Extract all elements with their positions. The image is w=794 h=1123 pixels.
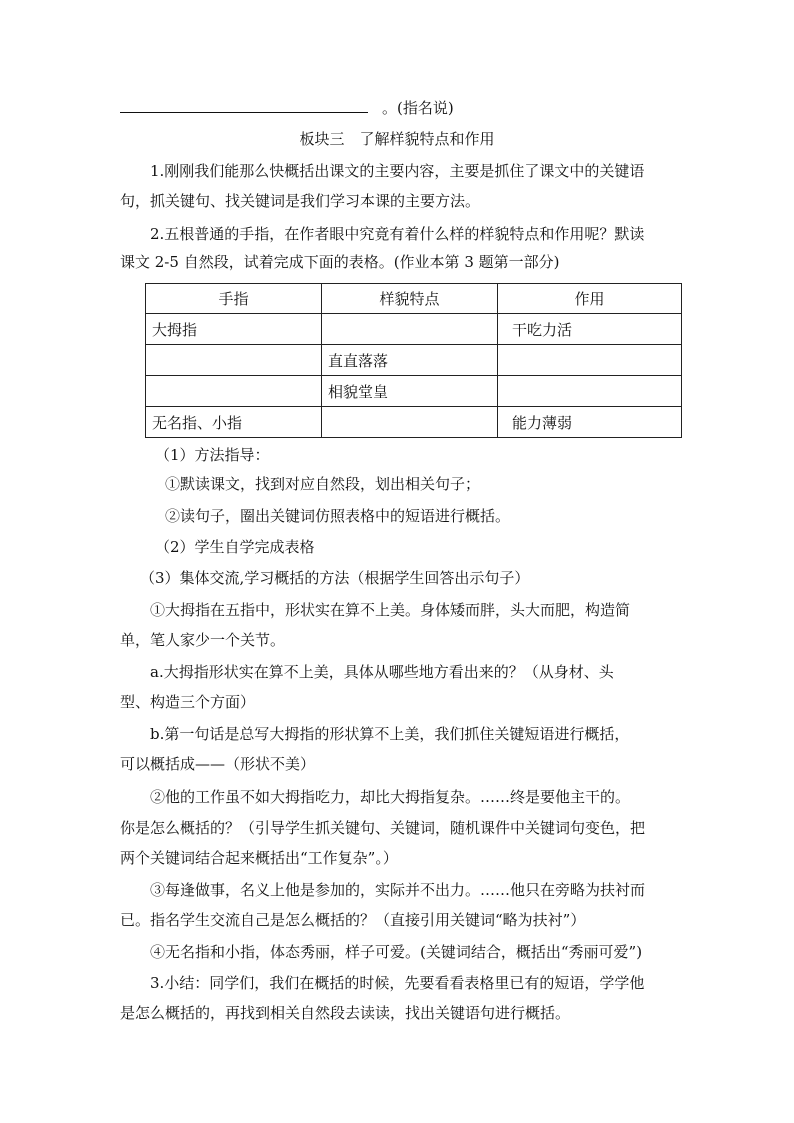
table-row <box>146 345 682 376</box>
fill-in-suffix: 。(指名说) <box>382 99 454 117</box>
method-title: （1）方法指导： <box>155 446 270 464</box>
table-cell <box>498 376 682 407</box>
question-b-line-1: b.第一句话是总写大拇指的形状算不上美，我们抓住关键短语进行概括， <box>150 725 630 743</box>
sentence-2-line-1: ②他的工作虽不如大拇指吃力，却比大拇指复杂。……终是要他主干的。 <box>150 788 631 806</box>
table-cell <box>498 345 682 376</box>
paragraph-2-line-2: 课文 2-5 自然段，试着完成下面的表格。(作业本第 3 题第一部分) <box>120 253 560 271</box>
table-cell: 大拇指 <box>146 314 322 345</box>
table-header-cell: 样貌特点 <box>322 284 498 314</box>
table-header-row <box>146 284 682 314</box>
question-a-line-2: 型、构造三个方面） <box>120 693 256 711</box>
summary-line-1: 3.小结：同学们，我们在概括的时候，先要看看表格里已有的短语，学学他 <box>150 974 645 992</box>
fill-in-line <box>120 98 454 118</box>
sentence-2-line-3: 两个关键词结合起来概括出“工作复杂”。） <box>120 849 398 867</box>
table-cell: 无名指、小指 <box>146 407 322 438</box>
table-row <box>146 314 682 345</box>
method-step-2: ②读句子，圈出关键词仿照表格中的短语进行概括。 <box>165 507 511 525</box>
self-study-line: （2）学生自学完成表格 <box>155 538 315 556</box>
table-header-cell: 手指 <box>146 284 322 314</box>
question-b-line-2: 可以概括成——（形状不美） <box>120 755 316 773</box>
sentence-4-line: ④无名指和小指，体态秀丽，样子可爱。(关键词结合，概括出“秀丽可爱”) <box>150 943 643 961</box>
sentence-3-line-1: ③每逢做事，名义上他是参加的，实际并不出力。……他只在旁略为扶衬而 <box>150 881 646 899</box>
sentence-2-line-2: 你是怎么概括的？（引导学生抓关键句、关键词，随机课件中关键词句变色，把 <box>120 819 646 837</box>
table-header-cell: 作用 <box>498 284 682 314</box>
table-cell: 相貌堂皇 <box>322 376 498 407</box>
table-cell: 直直落落 <box>322 345 498 376</box>
table-cell <box>322 407 498 438</box>
table-row <box>146 407 682 438</box>
method-step-1: ①默读课文，找到对应自然段，划出相关句子； <box>165 475 481 493</box>
blank-underline <box>120 98 368 113</box>
paragraph-1-line-1: 1.刚刚我们能那么快概括出课文的主要内容，主要是抓住了课文中的关键语 <box>150 162 645 180</box>
paragraph-1-line-2: 句，抓关键句、找关键词是我们学习本课的主要方法。 <box>120 192 481 210</box>
sentence-1-line-1: ①大拇指在五指中，形状实在算不上美。身体矮而胖，头大而肥，构造简 <box>150 601 631 619</box>
finger-table <box>145 283 682 438</box>
table-cell: 能力薄弱 <box>498 407 682 438</box>
table-cell <box>146 345 322 376</box>
table-cell <box>322 314 498 345</box>
table-cell: 干吃力活 <box>498 314 682 345</box>
sentence-3-line-2: 已。指名学生交流自己是怎么概括的？（直接引用关键词“略为扶衬”） <box>120 911 586 929</box>
table-row <box>146 376 682 407</box>
paragraph-2-line-1: 2.五根普通的手指，在作者眼中究竟有着什么样的样貌特点和作用呢？默读 <box>150 225 645 243</box>
table-cell <box>146 376 322 407</box>
exchange-line: （3）集体交流,学习概括的方法（根据学生回答出示句子） <box>140 569 530 587</box>
sentence-1-line-2: 单，笔人家少一个关节。 <box>120 631 286 649</box>
question-a-line-1: a.大拇指形状实在算不上美，具体从哪些地方看出来的？（从身材、头 <box>150 663 614 681</box>
summary-line-2: 是怎么概括的，再找到相关自然段去读读，找出关键语句进行概括。 <box>120 1004 571 1022</box>
section-title: 板块三 了解样貌特点和作用 <box>299 130 495 148</box>
